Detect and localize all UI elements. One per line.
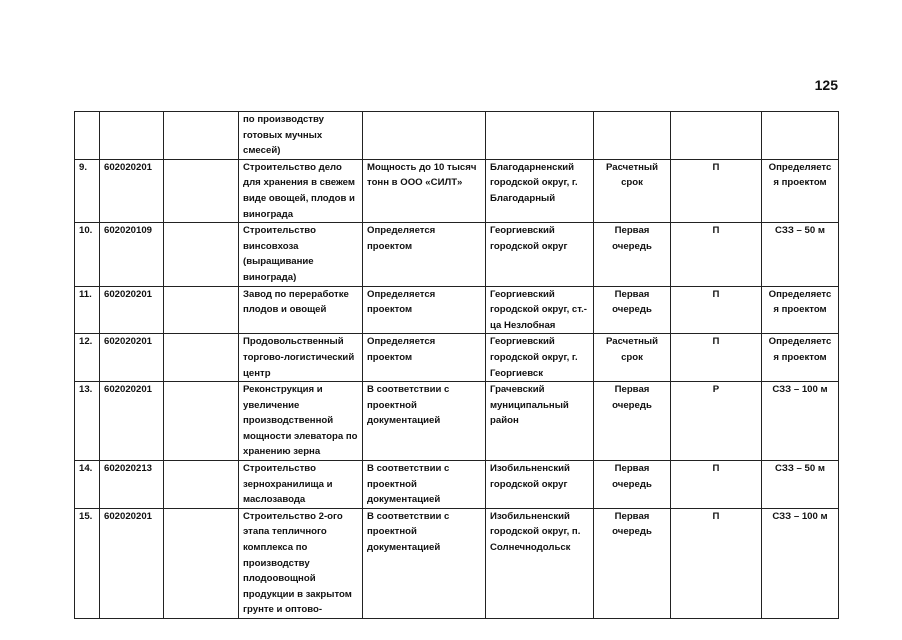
row-status: [671, 112, 762, 160]
row-code: 602020213: [100, 461, 164, 509]
row-code: 602020109: [100, 223, 164, 286]
page-number: 125: [814, 77, 838, 93]
row-zone: [762, 112, 839, 160]
row-status: П: [671, 223, 762, 286]
table-row: [75, 334, 839, 382]
row-zone: Определяется проектом: [762, 286, 839, 334]
table-body: [75, 112, 839, 619]
row-number: 11.: [75, 286, 100, 334]
row-zone: СЗЗ – 50 м: [762, 461, 839, 509]
row-blank: [164, 286, 239, 334]
row-number: 12.: [75, 334, 100, 382]
row-status: Р: [671, 382, 762, 461]
row-capacity: В соответствии с проектной документацией: [363, 382, 486, 461]
row-number: 14.: [75, 461, 100, 509]
row-blank: [164, 223, 239, 286]
table-row: [75, 223, 839, 286]
row-zone: СЗЗ – 100 м: [762, 508, 839, 618]
row-location: [486, 112, 594, 160]
row-zone: СЗЗ – 100 м: [762, 382, 839, 461]
row-capacity: Определяется проектом: [363, 223, 486, 286]
row-term: Расчетный срок: [594, 159, 671, 222]
row-location: Георгиевский городской округ, ст.-ца Незлобная: [486, 286, 594, 334]
row-capacity: Определяется проектом: [363, 334, 486, 382]
row-number: 13.: [75, 382, 100, 461]
row-zone: Определяется проектом: [762, 334, 839, 382]
row-name: Строительство дело для хранения в свежем виде овощей, плодов и винограда: [239, 159, 363, 222]
row-blank: [164, 334, 239, 382]
row-name: Продовольственный торгово-логистический центр: [239, 334, 363, 382]
row-blank: [164, 382, 239, 461]
row-code: [100, 112, 164, 160]
row-term: Первая очередь: [594, 223, 671, 286]
row-location: Изобильненский городской округ: [486, 461, 594, 509]
row-capacity: В соответствии с проектной документацией: [363, 461, 486, 509]
row-number: 15.: [75, 508, 100, 618]
row-status: П: [671, 334, 762, 382]
row-location: Грачевский муниципальный район: [486, 382, 594, 461]
row-zone: СЗЗ – 50 м: [762, 223, 839, 286]
table-row: [75, 112, 839, 160]
row-name: Реконструкция и увеличение производственной мощности элеватора по хранению зерна: [239, 382, 363, 461]
row-blank: [164, 508, 239, 618]
objects-table: [74, 111, 839, 619]
table-row: [75, 286, 839, 334]
row-term: Первая очередь: [594, 286, 671, 334]
row-term: Первая очередь: [594, 382, 671, 461]
row-name: Строительство 2-ого этапа тепличного комплекса по производству плодоовощной продукции в закрытом грунте и оптово-: [239, 508, 363, 618]
row-code: 602020201: [100, 334, 164, 382]
row-code: 602020201: [100, 159, 164, 222]
row-capacity: [363, 112, 486, 160]
row-code: 602020201: [100, 382, 164, 461]
row-status: П: [671, 461, 762, 509]
row-blank: [164, 112, 239, 160]
row-code: 602020201: [100, 508, 164, 618]
row-term: Первая очередь: [594, 508, 671, 618]
row-term: Первая очередь: [594, 461, 671, 509]
row-name: Строительство винсовхоза (выращивание винограда): [239, 223, 363, 286]
table-row: [75, 382, 839, 461]
row-name: Завод по переработке плодов и овощей: [239, 286, 363, 334]
table-row: [75, 159, 839, 222]
row-zone: Определяется проектом: [762, 159, 839, 222]
table-row: [75, 508, 839, 618]
row-status: П: [671, 508, 762, 618]
row-location: Георгиевский городской округ: [486, 223, 594, 286]
row-term: Расчетный срок: [594, 334, 671, 382]
row-number: 10.: [75, 223, 100, 286]
row-capacity: Определяется проектом: [363, 286, 486, 334]
row-location: Изобильненский городской округ, п. Солнечнодольск: [486, 508, 594, 618]
row-location: Георгиевский городской округ, г. Георгиевск: [486, 334, 594, 382]
row-number: [75, 112, 100, 160]
row-status: П: [671, 286, 762, 334]
row-term: [594, 112, 671, 160]
row-code: 602020201: [100, 286, 164, 334]
row-location: Благодарненский городской округ, г. Благодарный: [486, 159, 594, 222]
row-number: 9.: [75, 159, 100, 222]
row-status: П: [671, 159, 762, 222]
row-capacity: В соответствии с проектной документацией: [363, 508, 486, 618]
row-name: по производству готовых мучных смесей): [239, 112, 363, 160]
row-blank: [164, 159, 239, 222]
table-row: [75, 461, 839, 509]
row-name: Строительство зернохранилища и маслозавода: [239, 461, 363, 509]
row-blank: [164, 461, 239, 509]
row-capacity: Мощность до 10 тысяч тонн в ООО «СИЛТ»: [363, 159, 486, 222]
